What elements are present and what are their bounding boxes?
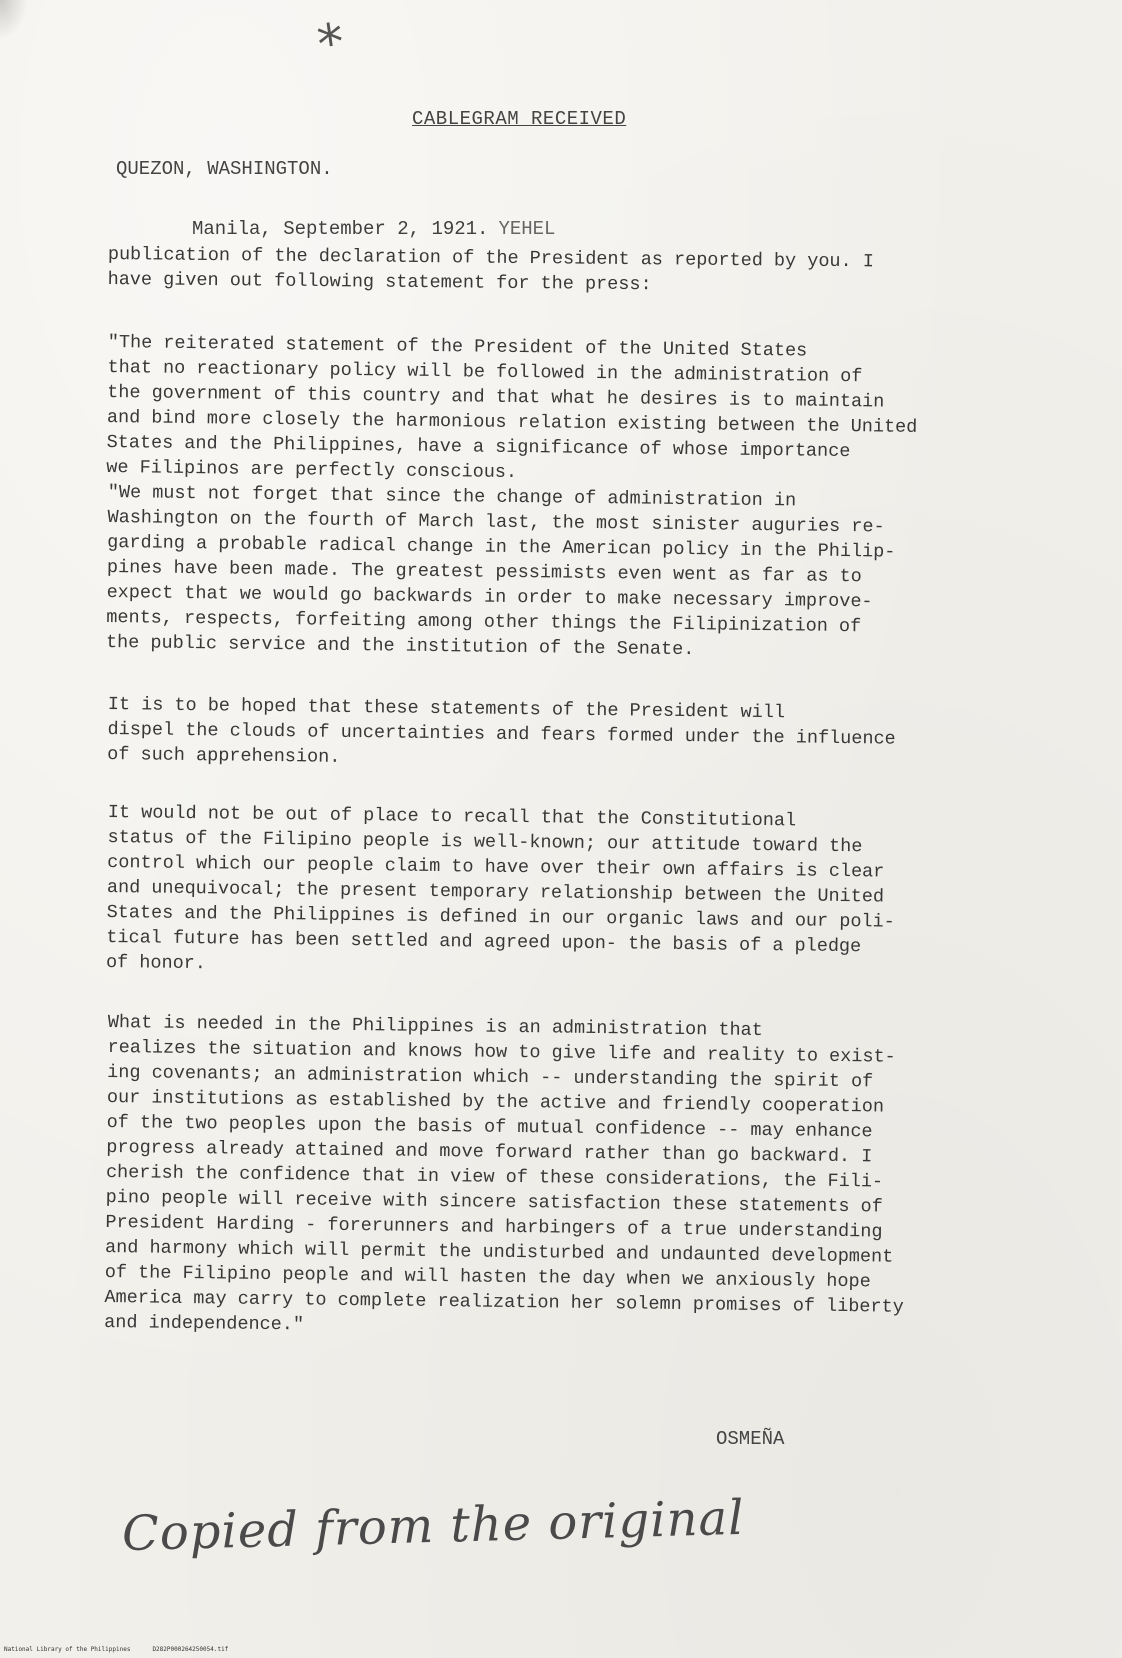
scan-footer	[4, 1646, 250, 1653]
document-title: CABLEGRAM RECEIVED	[412, 108, 627, 130]
dateline	[192, 218, 555, 240]
handwritten-note: Copied from the original	[121, 1489, 746, 1563]
paragraph-4: It would not be out of place to recall that the Constitutional status of the Filipino people is well-known; our attitude toward the control which our people claim to have over their own affairs is clear and unequivocal; the present temporary relationship between the United States and the Philippines is defined in our organic laws and our poli- tical future has been settled and agreed upon- the basis of a pledge of honor.	[105, 801, 895, 975]
footer-source: National Library of the Philippines	[4, 1646, 131, 1653]
intro-paragraph: publication of the declaration of the President as reported by you. I have given out following statement for the press:	[107, 243, 874, 296]
typed-signature: OSMEÑA	[716, 1428, 785, 1450]
scan-corner-smudge	[0, 0, 28, 40]
quote-paragraph-1: "The reiterated statement of the President of the United States that no reactionary policy will be followed in the administration of the government of this country and that what he desires is to maintain and bind more closely the harmonious relation existing between the United States and the Philippines, have a significance of whose importance we Filipinos are perfectly conscious.	[106, 331, 918, 484]
footer-file: D282P000264250054.tif	[152, 1646, 229, 1653]
dateline-code: YEHEL	[498, 218, 556, 240]
addressee: QUEZON, WASHINGTON.	[116, 158, 333, 180]
quote-paragraph-2: "We must not forget that since the change of administration in Washington on the fourth of March last, the most sinister auguries re- garding a probable radical change in the American policy in the Philip- pines have been made. The greatest pessimists even went as far as to expect that we would go backwards in order to make necessary improve- ments, respects, forfeiting among other things the Filipinization of the public service and the institution of the Senate.	[105, 481, 896, 661]
dateline-text: Manila, September 2, 1921.	[192, 218, 489, 240]
paragraph-3: It is to be hoped that these statements of the President will dispel the clouds of uncertainties and fears formed under the influence of such apprehension.	[107, 693, 896, 768]
paragraph-5: What is needed in the Philippines is an administration that realizes the situation and knows how to give life and reality to exist- ing covenants; an administration which -- understanding the spirit of our institutions as established by the active and friendly cooperation of the two peoples upon the basis of mutual confidence -- may enhance progress already attained and move forward rather than go backward. I cherish the confidence that in view of these considerations, the Fili- pino people will receive with sincere satisfaction these statements of President Harding - forerunners and harbingers of a true understanding and harmony which will permit the undisturbed and undaunted development of the Filipino people and will hasten the day when we anxiously hope America may carry to complete realization her solemn promises of liberty and independence."	[104, 1011, 904, 1336]
asterisk-mark: *	[313, 12, 349, 76]
